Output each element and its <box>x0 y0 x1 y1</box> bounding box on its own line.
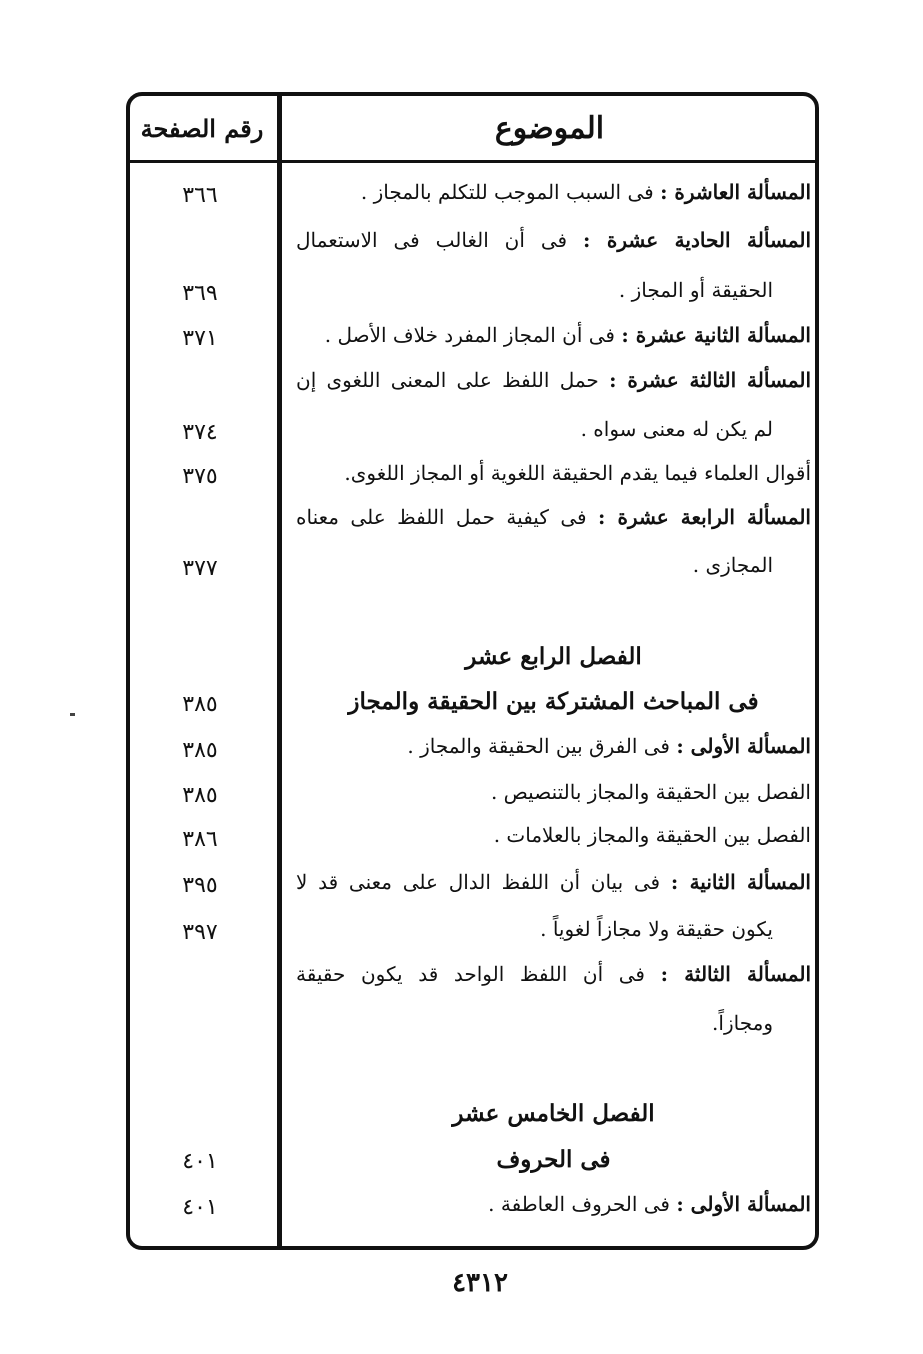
entry-lead: المسألة الثانية : <box>670 870 811 894</box>
chapter-title: الفصل الخامس عشر <box>452 1100 655 1127</box>
page-ref: ٣٨٥ <box>182 692 218 717</box>
toc-entry <box>296 823 811 847</box>
page-ref: ٣٧٤ <box>182 420 218 445</box>
toc-entry <box>296 180 811 204</box>
page-ref: ٤٠١ <box>182 1149 218 1174</box>
entry-text: فى السبب الموجب للتكلم بالمجاز . <box>360 180 661 204</box>
page-ref: ٣٧٧ <box>182 556 218 581</box>
chapter-subtitle: فى الحروف <box>496 1146 611 1173</box>
entry-text: فى الفرق بين الحقيقة والمجاز . <box>407 734 677 758</box>
entry-lead: المسألة العاشرة : <box>660 180 811 204</box>
entry-text: الفصل بين الحقيقة والمجاز بالعلامات . <box>493 823 811 847</box>
entry-lead: المسألة الأولى : <box>676 1192 811 1216</box>
entry-text: المجازى . <box>692 553 773 577</box>
entry-lead: المسألة الرابعة عشرة : <box>598 505 811 529</box>
entry-lead: المسألة الأولى : <box>676 734 811 758</box>
toc-entry <box>296 323 811 347</box>
entry-lead: المسألة الثالثة : <box>660 962 812 986</box>
column-header-topic: الموضوع <box>494 111 605 146</box>
column-header-page: رقم الصفحة <box>140 114 264 143</box>
entry-text: فى الحروف العاطفة . <box>488 1192 677 1216</box>
entry-text: فى أن الغالب فى الاستعمال <box>296 228 583 252</box>
entry-text: حمل اللفظ على المعنى اللغوى إن <box>296 368 610 392</box>
toc-entry <box>296 1192 811 1216</box>
entry-text: فى أن اللفظ الواحد قد يكون حقيقة <box>296 962 661 986</box>
toc-entry <box>296 780 811 804</box>
entry-text: الفصل بين الحقيقة والمجاز بالتنصيص . <box>490 780 811 804</box>
chapter-subtitle: فى المباحث المشتركة بين الحقيقة والمجاز <box>348 688 759 715</box>
page-ref: ٣٧٥ <box>182 464 218 489</box>
entry-lead: المسألة الثانية عشرة : <box>621 323 811 347</box>
table-frame <box>126 92 819 1250</box>
toc-entry <box>296 505 811 529</box>
chapter-title: الفصل الرابع عشر <box>465 643 642 670</box>
header-divider <box>126 160 819 163</box>
entry-text: ومجازاً. <box>712 1011 773 1035</box>
page-ref: ٣٩٥ <box>182 873 218 898</box>
toc-entry <box>296 734 811 758</box>
entry-text: يكون حقيقة ولا مجازاً لغوياً . <box>540 917 773 941</box>
page-ref: ٣٦٩ <box>182 281 218 306</box>
toc-entry-continuation <box>258 278 773 302</box>
footer-page-number: ٤٣١٢ <box>452 1268 508 1298</box>
toc-entry <box>296 368 811 392</box>
column-divider <box>277 96 282 1246</box>
entry-text: فى كيفية حمل اللفظ على معناه <box>296 505 598 529</box>
page-ref: ٣٨٥ <box>182 738 218 763</box>
entry-text: فى أن المجاز المفرد خلاف الأصل . <box>324 323 622 347</box>
page-ref: ٤٠١ <box>182 1195 218 1220</box>
page-ref: ٣٨٦ <box>182 827 218 852</box>
page-ref: ٣٩٧ <box>182 920 218 945</box>
page-ref: ٣٦٦ <box>182 183 218 208</box>
entry-text: الحقيقة أو المجاز . <box>618 278 773 302</box>
toc-entry <box>296 228 811 252</box>
page-ref: ٣٧١ <box>182 326 218 351</box>
toc-entry <box>296 870 811 894</box>
toc-entry-continuation <box>258 417 773 441</box>
toc-entry <box>296 461 811 485</box>
entry-text: أقوال العلماء فيما يقدم الحقيقة اللغوية أو المجاز اللغوى. <box>344 461 811 485</box>
entry-text: فى بيان أن اللفظ الدال على معنى قد لا <box>296 870 671 894</box>
toc-entry-continuation <box>258 917 773 941</box>
toc-entry-continuation <box>258 553 773 577</box>
toc-entry <box>296 962 811 986</box>
toc-entry-continuation <box>258 1011 773 1035</box>
scan-mark <box>70 713 75 716</box>
entry-lead: المسألة الثالثة عشرة : <box>609 368 812 392</box>
entry-text: لم يكن له معنى سواه . <box>580 417 773 441</box>
entry-lead: المسألة الحادية عشرة : <box>582 228 811 252</box>
page-ref: ٣٨٥ <box>182 783 218 808</box>
